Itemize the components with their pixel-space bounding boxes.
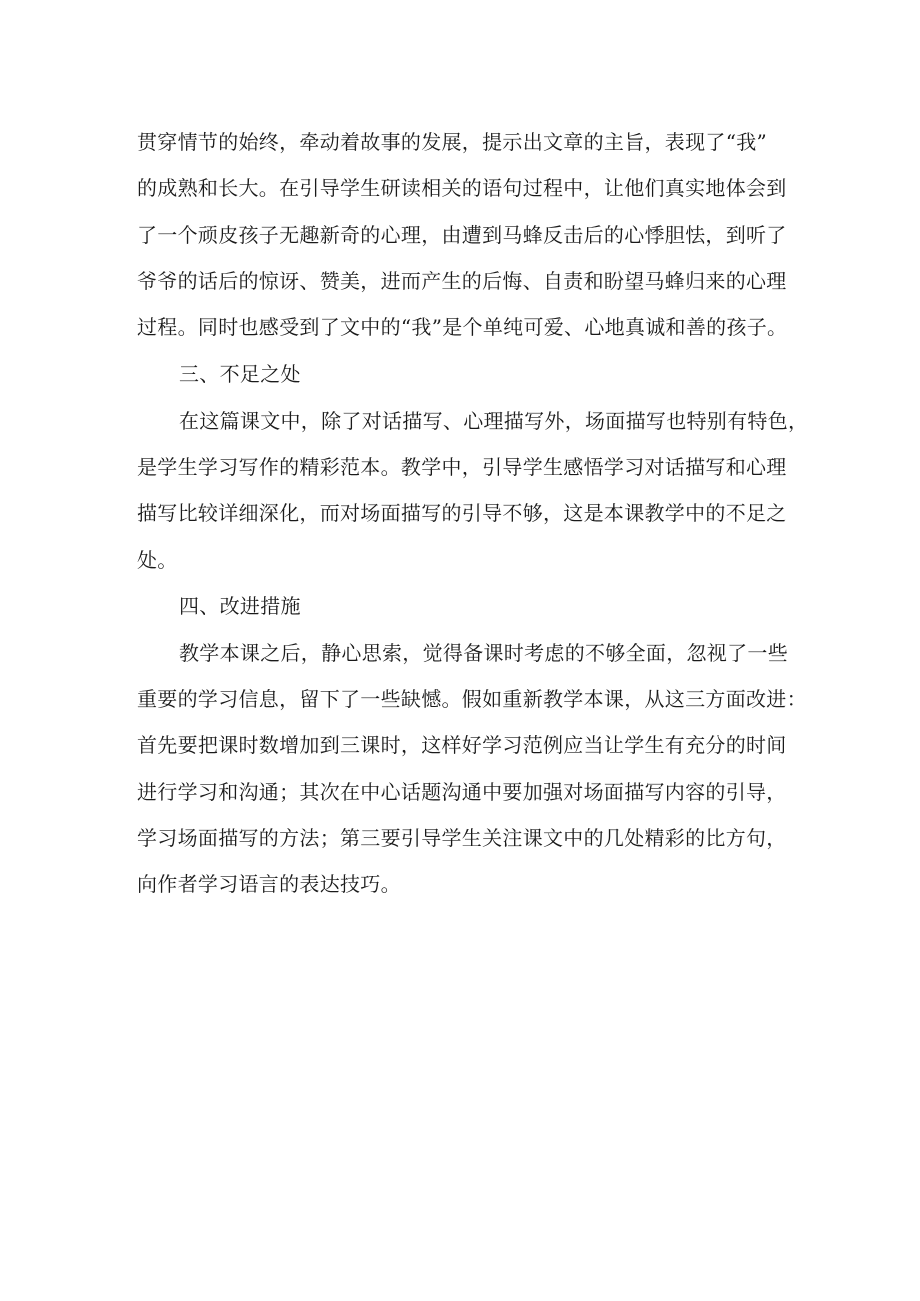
paragraph-line: 是学生学习写作的精彩范本。教学中，引导学生感悟学习对话描写和心理 — [137, 455, 787, 479]
paragraph-line: 进行学习和沟通；其次在中心话题沟通中要加强对场面描写内容的引导， — [137, 780, 787, 804]
paragraph-line: 向作者学习语言的表达技巧。 — [137, 872, 401, 896]
section-heading-deficiencies: 三、不足之处 — [179, 362, 301, 386]
paragraph-line: 了一个顽皮孩子无趣新奇的心理，由遭到马蜂反击后的心悸胆怯，到听了 — [137, 223, 787, 247]
section-heading-improvements: 四、改进措施 — [179, 594, 301, 618]
paragraph-line: 学习场面描写的方法；第三要引导学生关注课文中的几处精彩的比方句， — [137, 826, 787, 850]
paragraph-line: 的成熟和长大。在引导学生研读相关的语句过程中，让他们真实地体会到 — [137, 176, 787, 200]
paragraph-line: 过程。同时也感受到了文中的“我”是个单纯可爱、心地真诚和善的孩子。 — [137, 315, 788, 339]
paragraph-line: 首先要把课时数增加到三课时，这样好学习范例应当让学生有充分的时间 — [137, 733, 787, 757]
paragraph-line: 在这篇课文中，除了对话描写、心理描写外，场面描写也特别有特色， — [179, 409, 809, 433]
paragraph-line: 贯穿情节的始终，牵动着故事的发展，提示出文章的主旨，表现了“我” — [137, 130, 768, 154]
paragraph-line: 重要的学习信息，留下了一些缺憾。假如重新教学本课，从这三方面改进： — [137, 687, 807, 711]
paragraph-line: 描写比较详细深化，而对场面描写的引导不够，这是本课教学中的不足之 — [137, 501, 787, 525]
paragraph-line: 教学本课之后，静心思索，觉得备课时考虑的不够全面，忽视了一些 — [179, 641, 788, 665]
paragraph-line: 处。 — [137, 548, 178, 572]
paragraph-line: 爷爷的话后的惊讶、赞美，进而产生的后悔、自责和盼望马蜂归来的心理 — [137, 269, 787, 293]
